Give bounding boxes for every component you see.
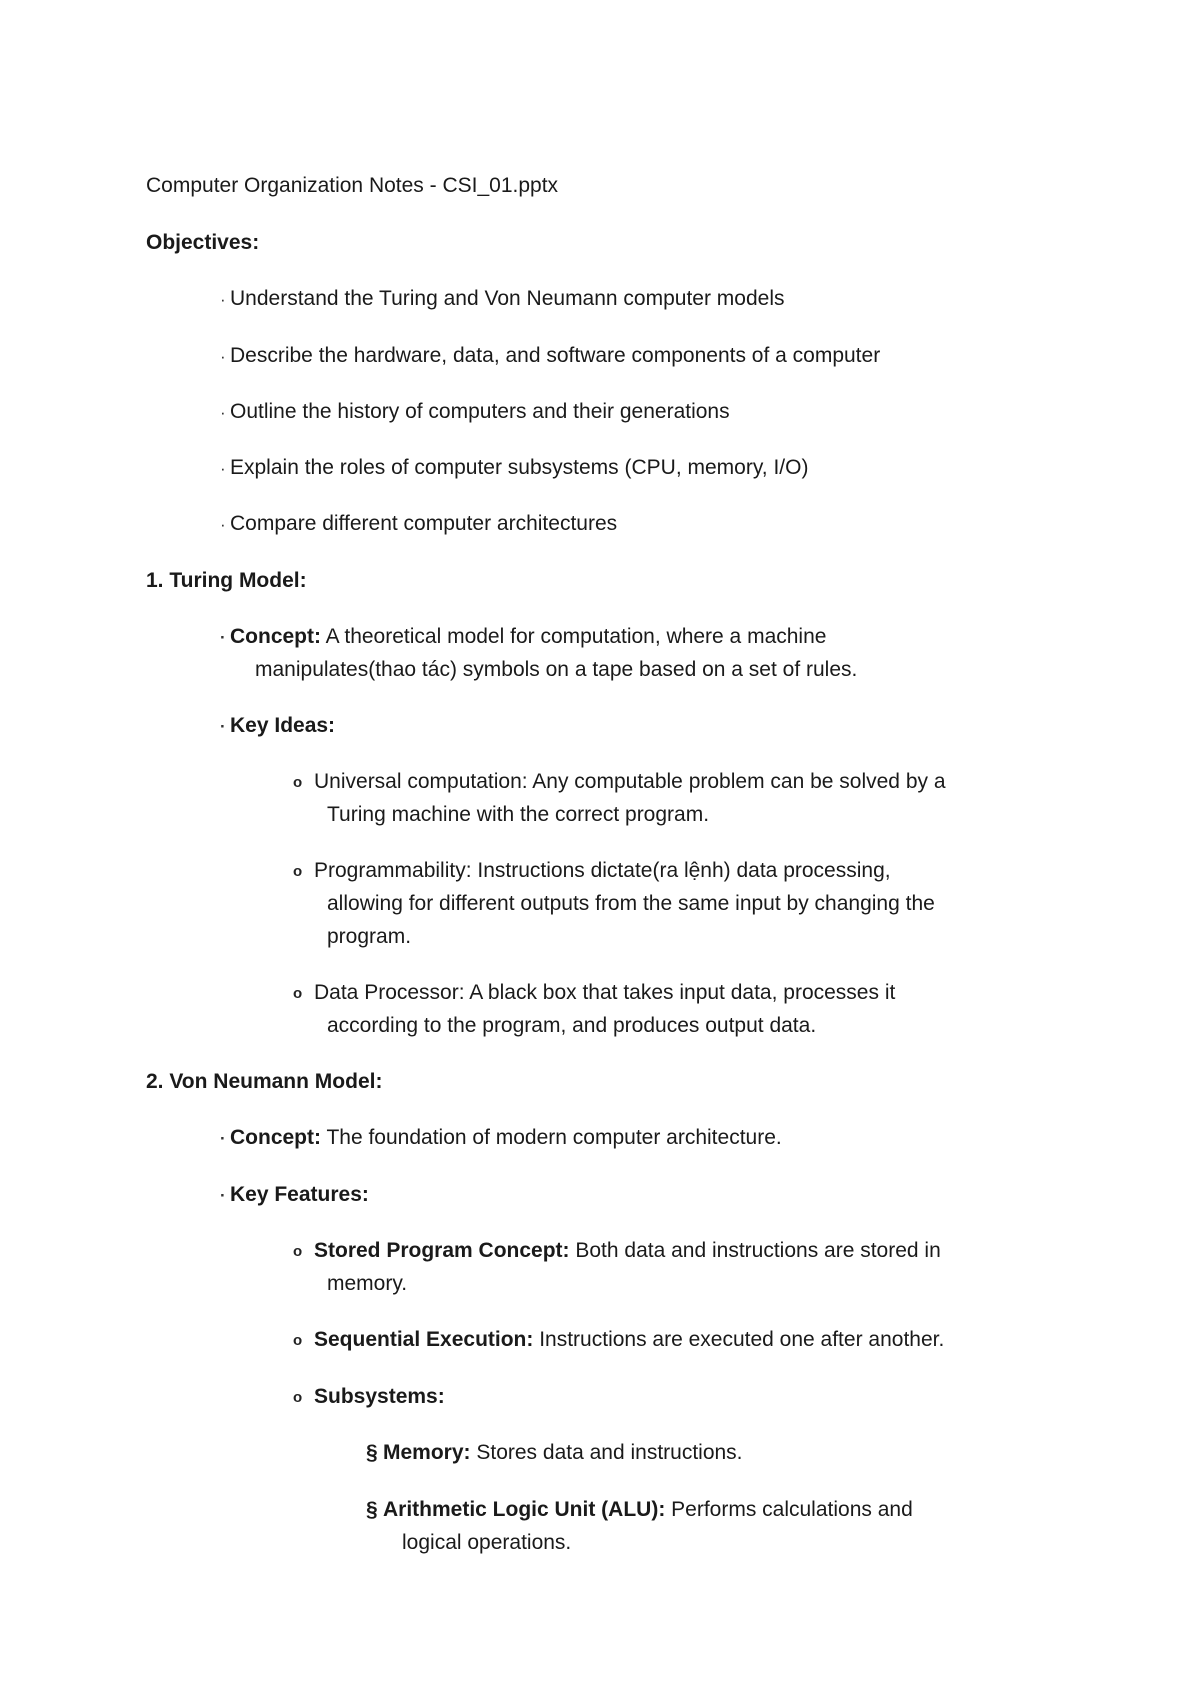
sub-bullet: o: [293, 1243, 303, 1260]
turing-concept-continued: manipulates(thao tác) symbols on a tape based on a set of rules.: [255, 658, 858, 681]
sub-bullet: o: [293, 1332, 303, 1349]
bullet-dot: ·: [220, 628, 226, 647]
key-idea-continued: Turing machine with the correct program.: [327, 803, 710, 826]
turing-concept: · Concept: A theoretical model for computation, where a machine: [220, 620, 826, 654]
key-idea-continued: allowing for different outputs from the same input by changing the: [327, 892, 935, 915]
objective-item: · Understand the Turing and Von Neumann computer models: [220, 282, 785, 316]
feature-item: o Subsystems:: [293, 1380, 445, 1414]
feature-item: o Sequential Execution: Instructions are executed one after another.: [293, 1323, 944, 1357]
bullet-dot: ·: [220, 459, 226, 478]
document-title: Computer Organization Notes - CSI_01.pptx: [146, 174, 559, 197]
subsystem-continued: logical operations.: [402, 1531, 572, 1554]
bullet-dot: ·: [220, 403, 226, 422]
subsystem-item: § Memory: Stores data and instructions.: [366, 1436, 743, 1469]
bullet-dot: ·: [220, 515, 226, 534]
key-idea-continued: according to the program, and produces output data.: [327, 1014, 817, 1037]
feature-continued: memory.: [327, 1272, 408, 1295]
section-bullet: §: [366, 1498, 378, 1521]
von-neumann-concept: · Concept: The foundation of modern computer architecture.: [220, 1121, 782, 1155]
von-neumann-key-features: · Key Features:: [220, 1178, 369, 1212]
bullet-dot: ·: [220, 1186, 226, 1205]
objective-item: · Describe the hardware, data, and software components of a computer: [220, 339, 880, 373]
feature-item: o Stored Program Concept: Both data and instructions are stored in: [293, 1234, 941, 1268]
key-idea-continued: program.: [327, 925, 412, 948]
sub-bullet: o: [293, 985, 303, 1002]
sub-bullet: o: [293, 774, 303, 791]
sub-bullet: o: [293, 863, 303, 880]
concept-label: Concept:: [230, 1126, 321, 1149]
von-neumann-heading: 2. Von Neumann Model:: [146, 1070, 383, 1093]
sub-bullet: o: [293, 1389, 303, 1406]
turing-key-ideas: · Key Ideas:: [220, 709, 335, 743]
subsystem-item: § Arithmetic Logic Unit (ALU): Performs calculations and: [366, 1493, 913, 1526]
bullet-dot: ·: [220, 1129, 226, 1148]
bullet-dot: ·: [220, 290, 226, 309]
bullet-dot: ·: [220, 347, 226, 366]
section-bullet: §: [366, 1441, 378, 1464]
key-idea-item: o Programmability: Instructions dictate(ra lệnh) data processing,: [293, 854, 891, 888]
turing-heading: 1. Turing Model:: [146, 569, 307, 592]
key-idea-item: o Universal computation: Any computable problem can be solved by a: [293, 765, 946, 799]
bullet-dot: ·: [220, 717, 226, 736]
key-idea-item: o Data Processor: A black box that takes input data, processes it: [293, 976, 895, 1010]
objectives-heading: Objectives:: [146, 231, 260, 254]
objective-item: · Outline the history of computers and their generations: [220, 395, 730, 429]
objective-item: · Compare different computer architectures: [220, 507, 617, 541]
objective-item: · Explain the roles of computer subsystems (CPU, memory, I/O): [220, 451, 808, 485]
concept-label: Concept:: [230, 625, 321, 648]
